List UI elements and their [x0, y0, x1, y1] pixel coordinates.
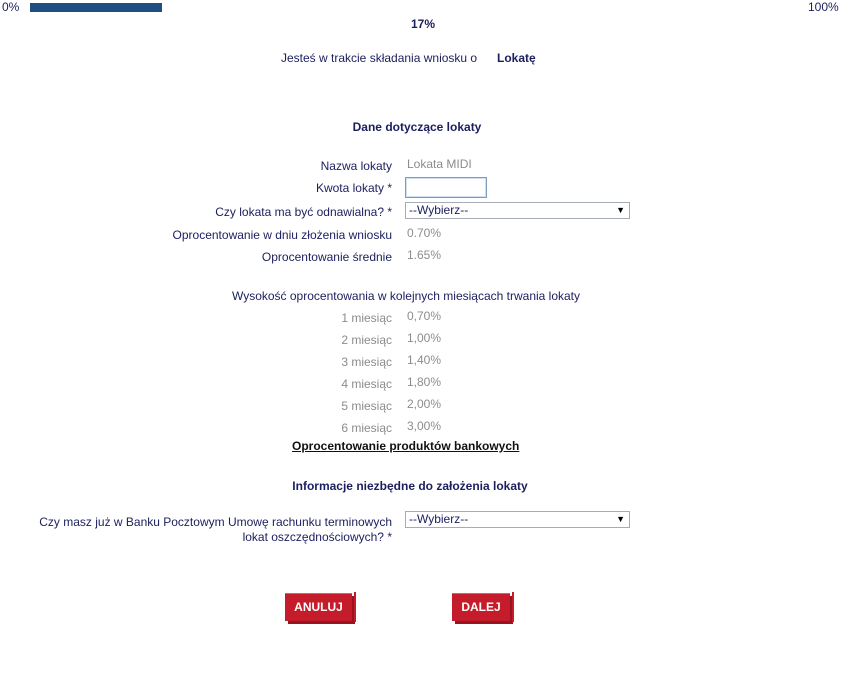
rate-today-label: Oprocentowanie w dniu złożenia wniosku: [172, 228, 392, 242]
progress-min-label: 0%: [2, 0, 20, 14]
deposit-section-title: Dane dotyczące lokaty: [352, 120, 482, 134]
renewable-select-value: --Wybierz--: [409, 203, 469, 217]
rate-average-value: 1.65%: [407, 248, 442, 262]
existing-agreement-label-line1: Czy masz już w Banku Pocztowym Umowę rachunku terminowych: [39, 515, 392, 529]
info-section-title: Informacje niezbędne do założenia lokaty: [292, 479, 528, 493]
chevron-down-icon: ▼: [616, 205, 625, 215]
month-label: 4 miesiąc: [341, 377, 392, 391]
rate-average-label: Oprocentowanie średnie: [261, 250, 392, 264]
existing-agreement-label-line2: lokat oszczędnościowych? *: [242, 530, 392, 544]
month-rate: 3,00%: [407, 419, 442, 433]
month-rate: 2,00%: [407, 397, 442, 411]
monthly-rates-title: Wysokość oprocentowania w kolejnych miesiącach trwania lokaty: [231, 289, 581, 303]
progress-bar-fill: [30, 3, 162, 12]
renewable-label: Czy lokata ma być odnawialna? *: [215, 205, 392, 219]
deposit-amount-input[interactable]: [405, 177, 487, 198]
next-button[interactable]: DALEJ: [452, 593, 510, 621]
intro-product: Lokatę: [497, 51, 536, 65]
month-rate: 1,80%: [407, 375, 442, 389]
bank-products-rates-link[interactable]: Oprocentowanie produktów bankowych: [292, 439, 520, 453]
existing-agreement-select[interactable]: [405, 511, 630, 528]
month-rate: 1,40%: [407, 353, 442, 367]
month-label: 3 miesiąc: [341, 355, 392, 369]
progress-bar: [30, 3, 806, 12]
month-label: 5 miesiąc: [341, 399, 392, 413]
month-rate: 0,70%: [407, 309, 442, 323]
rate-today-value: 0.70%: [407, 226, 442, 240]
month-label: 1 miesiąc: [341, 311, 392, 325]
deposit-amount-label: Kwota lokaty *: [315, 181, 392, 195]
month-label: 6 miesiąc: [341, 421, 392, 435]
deposit-name-label: Nazwa lokaty: [320, 159, 392, 173]
renewable-select[interactable]: [405, 202, 630, 219]
chevron-down-icon: ▼: [616, 514, 625, 524]
month-rate: 1,00%: [407, 331, 442, 345]
month-label: 2 miesiąc: [341, 333, 392, 347]
existing-agreement-select-value: --Wybierz--: [409, 512, 469, 526]
progress-percent: 17%: [410, 17, 436, 31]
intro-text: Jesteś w trakcie składania wniosku o: [281, 51, 478, 65]
cancel-button[interactable]: ANULUJ: [285, 593, 352, 621]
progress-max-label: 100%: [808, 0, 839, 14]
deposit-name-value: Lokata MIDI: [407, 157, 472, 171]
